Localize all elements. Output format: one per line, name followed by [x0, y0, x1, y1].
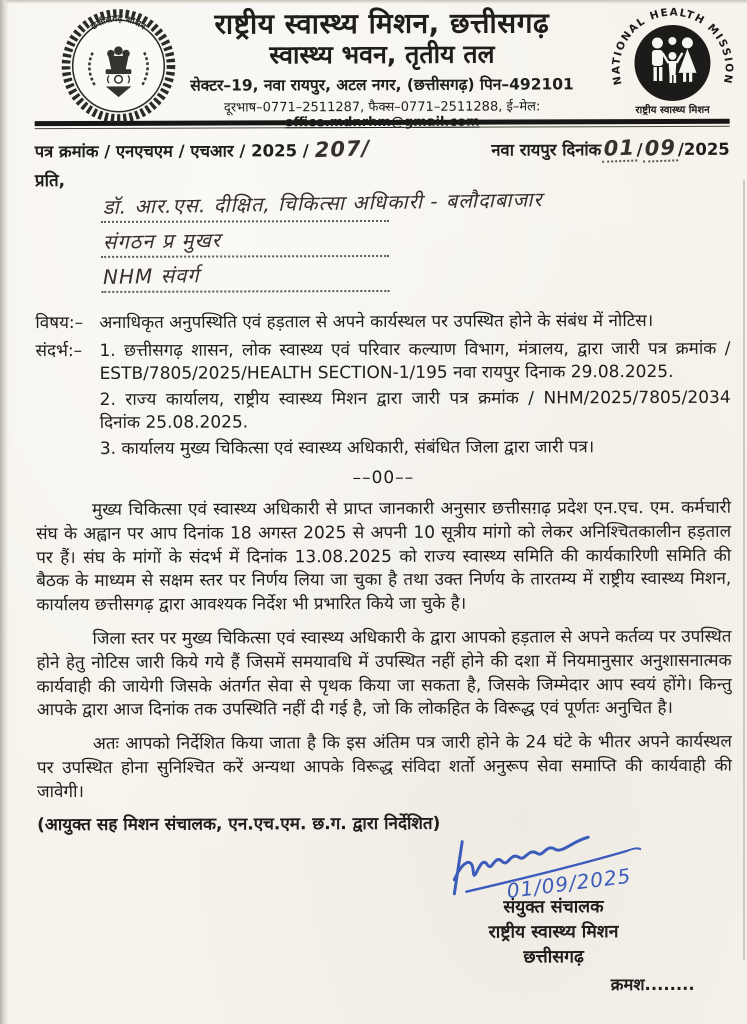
addressee-block — [101, 189, 730, 296]
reference-item: 1. छत्तीसगढ़ शासन, लोक स्वास्थ्य एवं परिवार कल्याण विभाग, मंत्रालय, द्वारा जारी पत्र क्रमांक / ESTB/7805/2025/HEALTH SECTION-1/195 नवा रायपुर दिनाक 29.08.2025. — [99, 338, 731, 384]
date-separator: / — [636, 140, 643, 160]
org-building: स्वास्थ्य भवन, तृतीय तल — [269, 39, 495, 70]
addressee-name-handwritten: डॉ. आर.एस. दीक्षित, चिकित्सा अधिकारी - बलौदाबाजार — [102, 187, 543, 219]
subject-text: अनाधिकृत अनुपस्थिति एवं हड़ताल से अपने कार्यस्थल पर उपस्थित होने के संबंध में नोटिस। — [99, 311, 654, 333]
letter-number-handwritten: 207/ — [314, 136, 371, 163]
subject-row — [35, 310, 730, 336]
nhm-ring-text: NATIONAL HEALTH MISSION — [610, 6, 735, 87]
references-row — [35, 337, 730, 463]
addressee-line — [101, 189, 730, 226]
body-paragraph-2: जिला स्तर पर मुख्य चिकित्सा एवं स्वास्थ्य अधिकारी के द्वारा आपको हड़ताल से अपने कर्तव्य पर उपस्थित होने हेतु नोटिस जारी किये गये हैं जिसमें समयावधि में उपस्थित नहीं होने की दशा में नियमानुसार अनुशासनात्मक कार्यवाही की जायेगी जिसके अंतर्गत सेवा से पृथक किया जा सकता है, जिसके जिम्मेदार आप स्वयं होंगे। किन्तु आपके द्वारा आज दिनांक तक उपस्थिति नहीं दी गई है, जो कि लोकहित के विरूद्ध एवं पूर्णतः अनुचित है। — [36, 626, 732, 721]
continuation-note: क्रमश........ — [610, 974, 695, 994]
letter-number-printed: पत्र क्रमांक / एनएचएम / एचआर / 2025 / — [34, 141, 309, 162]
signature-block — [398, 834, 709, 1003]
reference-item: 2. राज्य कार्यालय, राष्ट्रीय स्वास्थ्य मिशन द्वारा जारी पत्र क्रमांक / NHM/2025/7805/2034 दिनांक 25.08.2025. — [99, 387, 731, 433]
signatory-designation: संयुक्त संचालक — [503, 896, 604, 918]
date-day-handwritten: 01 — [601, 135, 637, 162]
org-email: office.mdnrhm@gmail.com — [284, 114, 480, 131]
signature-date-handwritten: 01/09/2025 — [505, 863, 633, 903]
emblem-top-text: छत्तीसगढ़ शासन — [89, 14, 148, 33]
date-month-handwritten: 09 — [642, 135, 678, 162]
org-contact — [175, 96, 590, 130]
dotted-underline — [101, 220, 389, 223]
references-label: संदर्भ:– — [35, 340, 83, 361]
addressee-label: प्रति, — [34, 171, 66, 192]
body-paragraph-1: मुख्य चिकित्सा एवं स्वास्थ्य अधिकारी से प्राप्त जानकारी अनुसार छत्तीसग़ढ़ प्रदेश एन.एच. एम. कर्मचारी संघ के अह्वान पर आप दिनांक 18 अगस्त 2025 से अपनी 10 सूत्रीय मांगो को लेकर अनिश्चितकालीन हड़ताल पर हैं। संघ के मांगों के संदर्भ में दिनांक 13.08.2025 को राज्य स्वास्थ्य समिति की कार्यकारिणी समिति की बैठक के माध्यम से सक्षम स्तर पर निर्णय लिया जा चुका है तथा उक्त निर्णय के तारतम्य में राष्ट्रीय स्वास्थ्य मिशन, कार्यालय छत्तीसगढ़ द्वारा आवश्यक निर्देश भी प्रभारित किये जा चुके है। — [36, 497, 732, 616]
section-divider: ––00–– — [352, 467, 415, 489]
reference-item: 3. कार्यालय मुख्य चिकित्सा एवं स्वास्थ्य अधिकारी, संबंधित जिला द्वारा जारी पत्र। — [99, 436, 595, 459]
addressee-cadre-handwritten: NHM संवर्ग — [102, 263, 200, 289]
nhm-bottom-text: राष्ट्रीय स्वास्थ्य मिशन — [635, 104, 710, 117]
contact-numbers: दूरभाष–0771–2511287, फैक्स–0771–2511288, ई–मेल: — [223, 99, 541, 116]
national-health-mission-logo-icon — [605, 1, 739, 121]
subject-label: विषय:– — [35, 313, 84, 334]
references-list — [99, 337, 730, 463]
body-paragraph-3: अतः आपको निर्देशित किया जाता है कि इस अंतिम पत्र जारी होने के 24 घंटे के भीतर अपने कार्यस्थल पर उपस्थित होना सुनिश्चित करें अन्यथा आपके विरूद्ध संविदा शर्तो अनुरूप सेवा समाप्ति की कार्यवाही की जावेगी। — [36, 731, 732, 802]
org-name: राष्ट्रीय स्वास्थ्य मिशन, छत्तीसगढ़ — [214, 6, 550, 41]
letter-meta-row — [35, 136, 730, 164]
dotted-underline — [101, 255, 389, 258]
signatory-organization: राष्ट्रीय स्वास्थ्य मिशन — [488, 921, 619, 943]
addressee-line — [101, 259, 730, 296]
date-year-printed: /2025 — [677, 139, 730, 159]
addressee-line — [101, 224, 730, 261]
chhattisgarh-government-emblem-icon — [54, 5, 182, 129]
place-and-date — [491, 136, 729, 163]
dotted-underline — [101, 290, 389, 293]
addressee-detail-handwritten: संगठन प्र मुखर — [102, 227, 222, 254]
letterhead — [34, 0, 735, 131]
place-date-printed: नवा रायपुर दिनांक — [491, 140, 602, 160]
org-address: सेक्टर–19, नवा रायपुर, अटल नगर, (छत्तीसगढ़) पिन–492101 — [190, 75, 574, 95]
letter-number — [35, 137, 370, 162]
directive-note: (आयुक्त सह मिशन संचालक, एन.एच.एम. छ.ग. द्वारा निर्देशित) — [37, 813, 441, 835]
signatory-state: छत्तीसगढ़ — [523, 946, 584, 968]
